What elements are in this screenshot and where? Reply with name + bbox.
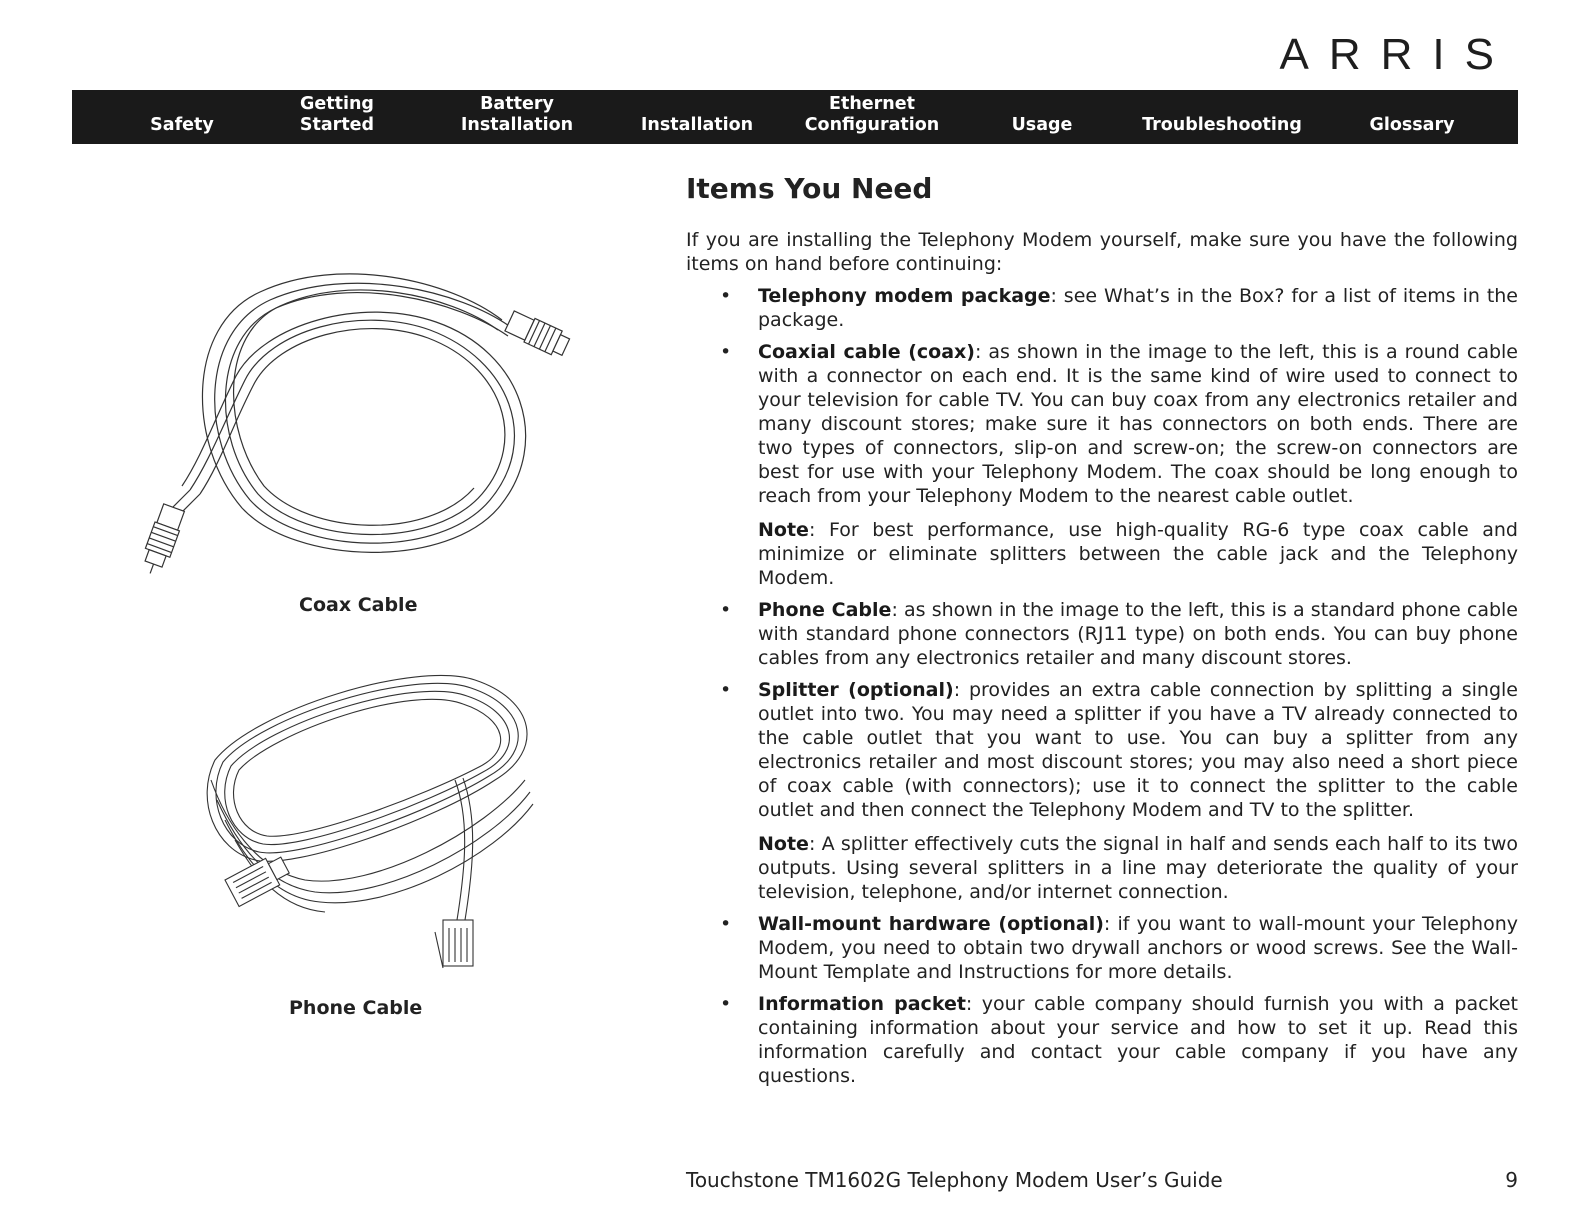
items-list	[720, 284, 1518, 1088]
nav-tab-label-line1: Ethernet	[829, 94, 915, 114]
bullet-icon: •	[720, 913, 732, 935]
nav-tab-usage[interactable]	[987, 90, 1097, 144]
nav-tab-label-line2: Configuration	[804, 115, 940, 135]
nav-tab-label-line2: Started	[299, 115, 375, 135]
bullet-icon: •	[720, 341, 732, 363]
list-item	[720, 284, 1518, 332]
note-label: Note	[758, 519, 809, 541]
note-paragraph	[758, 832, 1518, 904]
nav-tab-installation[interactable]	[622, 90, 772, 144]
nav-tab-label-line2: Usage	[1011, 115, 1073, 135]
item-term: Splitter (optional)	[758, 679, 954, 701]
phone-cable-caption: Phone Cable	[289, 997, 423, 1019]
bullet-icon: •	[720, 993, 732, 1015]
item-text: : see What’s in the Box? for a list of items in the package.	[758, 285, 1518, 331]
nav-tab-label-line2: Installation	[460, 115, 574, 135]
note-label: Note	[758, 833, 809, 855]
nav-tab-battery-installation[interactable]	[442, 90, 592, 144]
top-nav-bar	[72, 90, 1518, 144]
list-item	[720, 992, 1518, 1088]
items-content	[686, 228, 1518, 1096]
nav-tab-glossary[interactable]	[1347, 90, 1477, 144]
nav-tab-safety[interactable]	[127, 90, 237, 144]
item-text: : as shown in the image to the left, this is a standard phone cable with standard phone connectors (RJ11 type) on both ends. You can buy phone cables from any electronics retailer and many discount stores.	[758, 599, 1518, 669]
item-term: Phone Cable	[758, 599, 892, 621]
item-term: Telephony modem package	[758, 285, 1051, 307]
arris-logo: ARRIS	[1279, 30, 1514, 79]
nav-tab-getting-started[interactable]	[277, 90, 397, 144]
item-term: Information packet	[758, 993, 966, 1015]
item-text: : as shown in the image to the left, this is a round cable with a connector on each end. It is the same kind of wire used to connect to your television for cable TV. You can buy coax from any electronics retailer and many discount stores; make sure it has connectors on both ends. There are two types of connectors, slip-on and screw-on; the screw-on connectors are best for use with your Telephony Modem. The coax should be long enough to reach from your Telephony Modem to the nearest cable outlet.	[758, 341, 1518, 507]
nav-tab-label-line1: Battery	[480, 94, 554, 114]
page-number: 9	[1505, 1168, 1518, 1192]
item-text: : if you want to wall-mount your Telephony Modem, you need to obtain two drywall anchors or wood screws. See the Wall-Mount Template and Instructions for more details.	[758, 913, 1518, 983]
intro-paragraph: If you are installing the Telephony Modem yourself, make sure you have the following items on hand before continuing:	[686, 229, 1518, 275]
item-term: Coaxial cable (coax)	[758, 341, 975, 363]
bullet-icon: •	[720, 679, 732, 701]
bullet-icon: •	[720, 285, 732, 307]
section-title: Items You Need	[686, 172, 933, 205]
list-item	[720, 340, 1518, 590]
note-text: : For best performance, use high-quality RG-6 type coax cable and minimize or eliminate splitters between the cable jack and the Telephony Modem.	[758, 519, 1518, 589]
phone-cable-illustration	[195, 670, 555, 990]
nav-tab-troubleshooting[interactable]	[1127, 90, 1317, 144]
coax-cable-caption: Coax Cable	[299, 594, 418, 616]
nav-tab-ethernet-configuration[interactable]	[792, 90, 952, 144]
list-item	[720, 598, 1518, 670]
list-item	[720, 912, 1518, 984]
item-text: : provides an extra cable connection by splitting a single outlet into two. You may need a splitter if you have a TV already connected to the cable outlet that you want to use. You can buy a splitter from any electronics retailer and most discount stores; you may also need a short piece of coax cable (with connectors); use it to connect the splitter to the cable outlet and then connect the Telephony Modem and TV to the splitter.	[758, 679, 1518, 821]
bullet-icon: •	[720, 599, 732, 621]
item-term: Wall-mount hardware (optional)	[758, 913, 1104, 935]
nav-tab-label-line2: Glossary	[1369, 115, 1455, 135]
coax-cable-illustration	[130, 270, 590, 580]
nav-tab-label-line1: Getting	[300, 94, 374, 114]
nav-tab-label-line2: Troubleshooting	[1142, 115, 1302, 135]
list-item	[720, 678, 1518, 904]
note-text: : A splitter effectively cuts the signal in half and sends each half to its two outputs. Using several splitters in a line may deteriorate the quality of your television, telephone, and/or internet connection.	[758, 833, 1518, 903]
footer-doc-title: Touchstone TM1602G Telephony Modem User’s Guide	[686, 1168, 1223, 1192]
note-paragraph	[758, 518, 1518, 590]
nav-tab-label-line2: Installation	[640, 115, 754, 135]
nav-tab-label-line2: Safety	[150, 115, 214, 135]
item-text: : your cable company should furnish you with a packet containing information about your service and how to set it up. Read this information carefully and contact your cable company if you have any questions.	[758, 993, 1518, 1087]
